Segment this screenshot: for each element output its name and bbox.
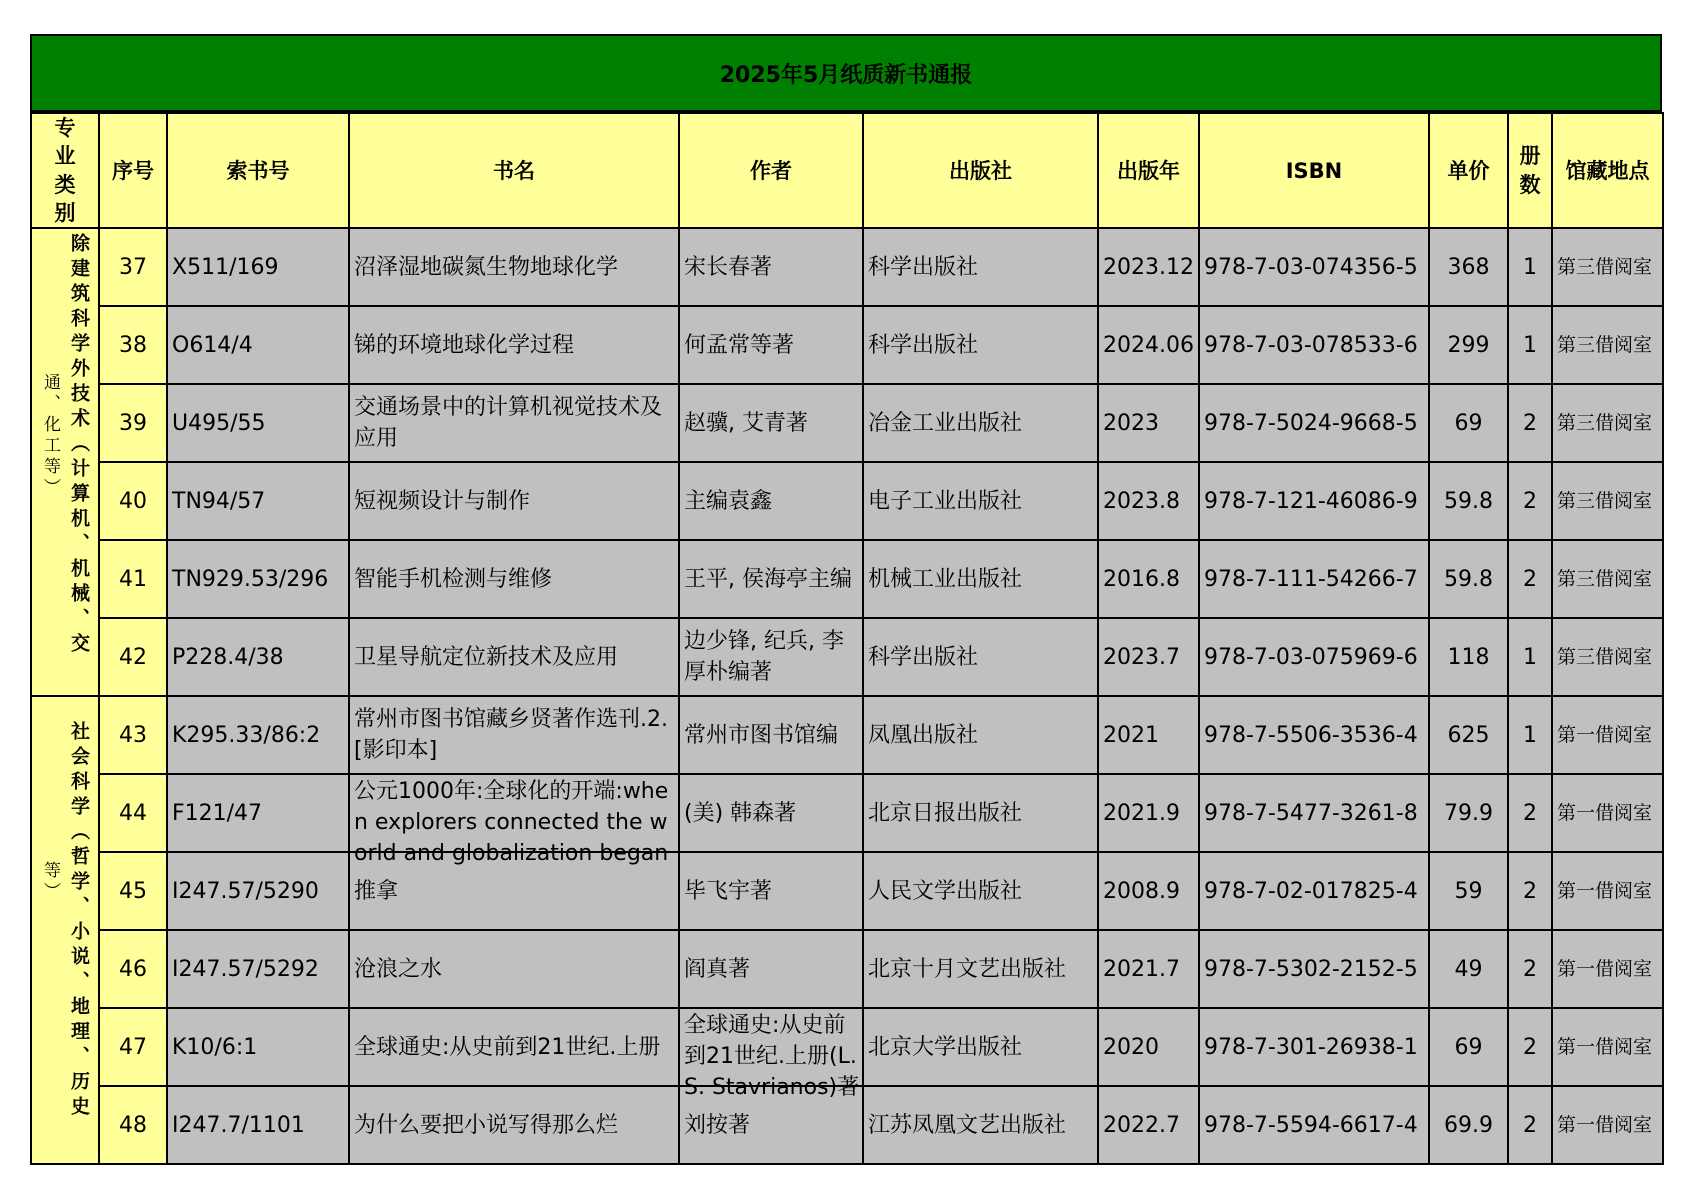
cell-year xyxy=(1098,462,1199,540)
cell-price xyxy=(1429,384,1508,462)
cell-copies xyxy=(1508,462,1552,540)
cell-seq-text: 48 xyxy=(119,1112,147,1138)
cell-price-text: 69 xyxy=(1454,1034,1483,1060)
cell-book-title xyxy=(349,540,679,618)
category-label xyxy=(32,701,98,1159)
cell-location xyxy=(1552,930,1663,1008)
cell-call-no xyxy=(167,1086,349,1164)
cell-isbn xyxy=(1199,1086,1429,1164)
table-row xyxy=(31,540,1663,618)
cell-copies xyxy=(1508,930,1552,1008)
cell-publisher xyxy=(863,540,1098,618)
cell-copies-text: 1 xyxy=(1523,254,1537,280)
cell-location-text: 第三借阅室 xyxy=(1557,256,1653,279)
cell-price xyxy=(1429,1086,1508,1164)
cell-isbn xyxy=(1199,384,1429,462)
cell-isbn-text: 978-7-02-017825-4 xyxy=(1204,878,1418,904)
cell-price-text: 299 xyxy=(1447,332,1490,358)
header-copies: 册数 xyxy=(1508,113,1552,228)
cell-seq-text: 47 xyxy=(119,1034,147,1060)
cell-copies xyxy=(1508,774,1552,852)
cell-book-title-text: 短视频设计与制作 xyxy=(354,488,531,514)
cell-year-text: 2021 xyxy=(1103,722,1159,748)
cell-publisher-text: 北京十月文艺出版社 xyxy=(868,956,1067,982)
header-call-no: 索书号 xyxy=(167,113,349,228)
cell-isbn-text: 978-7-5477-3261-8 xyxy=(1204,800,1418,826)
category-sub-label: 通、化工等） xyxy=(40,373,60,500)
cell-location xyxy=(1552,774,1663,852)
cell-author-text: 阎真著 xyxy=(684,956,751,982)
cell-author xyxy=(679,306,863,384)
cell-author xyxy=(679,1008,863,1101)
cell-year xyxy=(1098,774,1199,852)
cell-book-title-text: 公元1000年:全球化的开端:when explorers connected the world and globalization began xyxy=(354,779,669,867)
cell-copies-text: 1 xyxy=(1523,722,1537,748)
cell-call-no-text: K295.33/86:2 xyxy=(172,722,321,748)
category-main-label: 社会科学（哲学、小说、地理、历史 xyxy=(68,721,90,1122)
header-book-title: 书名 xyxy=(349,113,679,228)
cell-isbn-text: 978-7-5302-2152-5 xyxy=(1204,956,1418,982)
cell-book-title-text: 锑的环境地球化学过程 xyxy=(354,332,575,358)
cell-author xyxy=(679,696,863,774)
cell-isbn xyxy=(1199,306,1429,384)
cell-location xyxy=(1552,228,1663,306)
cell-isbn xyxy=(1199,774,1429,852)
book-list-sheet xyxy=(30,34,1662,1165)
cell-seq xyxy=(99,462,167,540)
cell-location xyxy=(1552,384,1663,462)
cell-location xyxy=(1552,540,1663,618)
table-row xyxy=(31,462,1663,540)
cell-price xyxy=(1429,774,1508,852)
cell-copies xyxy=(1508,540,1552,618)
cell-book-title xyxy=(349,228,679,306)
cell-author-text: 毕飞宇著 xyxy=(684,878,773,904)
cell-isbn xyxy=(1199,540,1429,618)
table-row xyxy=(31,774,1663,852)
cell-publisher xyxy=(863,228,1098,306)
cell-author-text: 边少锋, 纪兵, 李厚朴编著 xyxy=(684,629,844,686)
category-sub-label: 等） xyxy=(40,861,60,904)
cell-price xyxy=(1429,696,1508,774)
cell-author xyxy=(679,384,863,462)
cell-call-no-text: F121/47 xyxy=(172,800,263,826)
cell-call-no-text: I247.57/5290 xyxy=(172,878,319,904)
cell-year xyxy=(1098,618,1199,696)
cell-isbn-text: 978-7-03-074356-5 xyxy=(1204,254,1418,280)
cell-author-text: 赵骥, 艾青著 xyxy=(684,410,808,436)
cell-publisher xyxy=(863,462,1098,540)
category-label xyxy=(32,233,98,691)
header-category: 专业类别 xyxy=(31,113,99,228)
cell-publisher-text: 江苏凤凰文艺出版社 xyxy=(868,1112,1067,1138)
cell-price-text: 69.9 xyxy=(1444,1112,1493,1138)
cell-book-title xyxy=(349,462,679,540)
cell-book-title xyxy=(349,1008,679,1086)
cell-location-text: 第三借阅室 xyxy=(1557,334,1653,357)
cell-book-title xyxy=(349,930,679,1008)
cell-call-no-text: I247.7/1101 xyxy=(172,1112,305,1138)
cell-call-no-text: U495/55 xyxy=(172,410,266,436)
cell-seq-text: 43 xyxy=(119,722,147,748)
cell-call-no xyxy=(167,540,349,618)
cell-year-text: 2023.8 xyxy=(1103,488,1180,514)
cell-year-text: 2008.9 xyxy=(1103,878,1180,904)
cell-location-text: 第一借阅室 xyxy=(1557,1114,1653,1137)
cell-location xyxy=(1552,618,1663,696)
cell-location-text: 第一借阅室 xyxy=(1557,958,1653,981)
cell-year-text: 2023 xyxy=(1103,410,1159,436)
cell-seq-text: 39 xyxy=(119,410,147,436)
cell-price-text: 69 xyxy=(1454,410,1483,436)
cell-seq xyxy=(99,306,167,384)
sheet-title: 2025年5月纸质新书通报 xyxy=(30,34,1662,112)
cell-publisher xyxy=(863,852,1098,930)
cell-price-text: 59.8 xyxy=(1444,488,1493,514)
cell-copies xyxy=(1508,306,1552,384)
cell-seq xyxy=(99,774,167,852)
cell-year xyxy=(1098,852,1199,930)
cell-publisher xyxy=(863,1086,1098,1164)
header-row xyxy=(31,113,1663,228)
cell-book-title-text: 卫星导航定位新技术及应用 xyxy=(354,644,619,670)
cell-author-text: (美) 韩森著 xyxy=(684,800,797,826)
cell-book-title-text: 为什么要把小说写得那么烂 xyxy=(354,1112,619,1138)
cell-call-no xyxy=(167,696,349,774)
cell-seq xyxy=(99,540,167,618)
cell-year xyxy=(1098,930,1199,1008)
cell-year xyxy=(1098,228,1199,306)
cell-publisher xyxy=(863,384,1098,462)
cell-location-text: 第一借阅室 xyxy=(1557,1036,1653,1059)
cell-call-no xyxy=(167,930,349,1008)
cell-book-title xyxy=(349,774,679,867)
cell-price xyxy=(1429,852,1508,930)
cell-author-text: 主编袁鑫 xyxy=(684,488,773,514)
new-books-table xyxy=(30,112,1664,1165)
cell-year xyxy=(1098,1008,1199,1086)
cell-author xyxy=(679,618,863,696)
cell-year-text: 2023.7 xyxy=(1103,644,1180,670)
cell-location-text: 第三借阅室 xyxy=(1557,490,1653,513)
cell-author-text: 宋长春著 xyxy=(684,254,773,280)
cell-location-text: 第一借阅室 xyxy=(1557,724,1653,747)
table-row xyxy=(31,930,1663,1008)
cell-author-text: 王平, 侯海亭主编 xyxy=(684,566,852,592)
cell-publisher xyxy=(863,774,1098,852)
cell-copies-text: 2 xyxy=(1523,410,1537,436)
cell-publisher-text: 科学出版社 xyxy=(868,332,979,358)
header-isbn: ISBN xyxy=(1199,113,1429,228)
cell-location xyxy=(1552,462,1663,540)
cell-author-text: 常州市图书馆编 xyxy=(684,722,839,748)
cell-author xyxy=(679,852,863,930)
cell-book-title xyxy=(349,1086,679,1164)
cell-copies-text: 2 xyxy=(1523,1034,1537,1060)
cell-book-title-text: 推拿 xyxy=(354,878,399,904)
cell-call-no xyxy=(167,306,349,384)
cell-book-title xyxy=(349,384,679,462)
cell-price xyxy=(1429,306,1508,384)
cell-seq-text: 40 xyxy=(119,488,147,514)
cell-price-text: 59 xyxy=(1454,878,1483,904)
cell-author xyxy=(679,930,863,1008)
cell-book-title xyxy=(349,696,679,774)
cell-year xyxy=(1098,384,1199,462)
cell-seq-text: 42 xyxy=(119,644,147,670)
cell-book-title xyxy=(349,306,679,384)
cell-seq xyxy=(99,228,167,306)
cell-book-title-text: 智能手机检测与维修 xyxy=(354,566,553,592)
cell-call-no xyxy=(167,852,349,930)
cell-author xyxy=(679,774,863,852)
cell-isbn xyxy=(1199,930,1429,1008)
cell-seq-text: 44 xyxy=(119,800,147,826)
cell-isbn xyxy=(1199,228,1429,306)
cell-isbn xyxy=(1199,852,1429,930)
cell-isbn xyxy=(1199,618,1429,696)
cell-publisher-text: 凤凰出版社 xyxy=(868,722,979,748)
cell-price xyxy=(1429,228,1508,306)
cell-book-title-text: 沧浪之水 xyxy=(354,956,443,982)
cell-copies-text: 2 xyxy=(1523,800,1537,826)
cell-copies-text: 2 xyxy=(1523,488,1537,514)
header-location: 馆藏地点 xyxy=(1552,113,1663,228)
cell-call-no-text: K10/6:1 xyxy=(172,1034,258,1060)
cell-copies-text: 2 xyxy=(1523,566,1537,592)
cell-year-text: 2023.12 xyxy=(1103,254,1194,280)
cell-seq-text: 46 xyxy=(119,956,147,982)
cell-publisher-text: 北京大学出版社 xyxy=(868,1034,1023,1060)
cell-year-text: 2016.8 xyxy=(1103,566,1180,592)
cell-price-text: 59.8 xyxy=(1444,566,1493,592)
cell-call-no xyxy=(167,462,349,540)
cell-copies xyxy=(1508,1008,1552,1086)
table-body xyxy=(31,228,1663,1164)
cell-copies xyxy=(1508,228,1552,306)
cell-price-text: 79.9 xyxy=(1444,800,1493,826)
cell-copies-text: 1 xyxy=(1523,332,1537,358)
cell-year xyxy=(1098,540,1199,618)
cell-call-no-text: TN929.53/296 xyxy=(172,566,329,592)
cell-call-no xyxy=(167,618,349,696)
cell-seq xyxy=(99,696,167,774)
cell-year-text: 2022.7 xyxy=(1103,1112,1180,1138)
cell-publisher-text: 科学出版社 xyxy=(868,254,979,280)
cell-publisher-text: 人民文学出版社 xyxy=(868,878,1023,904)
cell-price-text: 118 xyxy=(1447,644,1490,670)
cell-call-no xyxy=(167,1008,349,1086)
cell-year xyxy=(1098,1086,1199,1164)
header-publisher: 出版社 xyxy=(863,113,1098,228)
cell-isbn-text: 978-7-03-075969-6 xyxy=(1204,644,1418,670)
cell-call-no-text: I247.57/5292 xyxy=(172,956,319,982)
table-row xyxy=(31,306,1663,384)
cell-copies xyxy=(1508,384,1552,462)
cell-author-text: 全球通史:从史前到21世纪.上册(L. S. Stavrianos)著 xyxy=(684,1013,860,1101)
cell-price-text: 49 xyxy=(1454,956,1483,982)
cell-book-title-text: 沼泽湿地碳氮生物地球化学 xyxy=(354,254,619,280)
cell-location-text: 第一借阅室 xyxy=(1557,802,1653,825)
cell-book-title xyxy=(349,618,679,696)
cell-isbn-text: 978-7-121-46086-9 xyxy=(1204,488,1418,514)
cell-seq xyxy=(99,930,167,1008)
cell-publisher xyxy=(863,1008,1098,1086)
cell-isbn-text: 978-7-111-54266-7 xyxy=(1204,566,1418,592)
cell-seq xyxy=(99,852,167,930)
category-main-label: 除建筑科学外技术（计算机、机械、交 xyxy=(68,233,90,659)
cell-location-text: 第三借阅室 xyxy=(1557,568,1653,591)
cell-price xyxy=(1429,930,1508,1008)
cell-year-text: 2020 xyxy=(1103,1034,1159,1060)
cell-copies-text: 2 xyxy=(1523,1112,1537,1138)
table-row xyxy=(31,618,1663,696)
cell-author-text: 何孟常等著 xyxy=(684,332,795,358)
table-row xyxy=(31,1008,1663,1086)
cell-publisher xyxy=(863,930,1098,1008)
cell-publisher-text: 科学出版社 xyxy=(868,644,979,670)
cell-seq-text: 41 xyxy=(119,566,147,592)
cell-book-title-text: 常州市图书馆藏乡贤著作选刊.2.[影印本] xyxy=(354,707,668,764)
cell-copies xyxy=(1508,1086,1552,1164)
cell-seq-text: 38 xyxy=(119,332,147,358)
cell-year-text: 2021.9 xyxy=(1103,800,1180,826)
cell-copies xyxy=(1508,696,1552,774)
cell-isbn-text: 978-7-5506-3536-4 xyxy=(1204,722,1418,748)
cell-isbn xyxy=(1199,462,1429,540)
cell-location xyxy=(1552,1086,1663,1164)
cell-author xyxy=(679,462,863,540)
header-author: 作者 xyxy=(679,113,863,228)
cell-book-title-text: 全球通史:从史前到21世纪.上册 xyxy=(354,1034,661,1060)
cell-location xyxy=(1552,852,1663,930)
cell-seq xyxy=(99,384,167,462)
category-cell xyxy=(31,228,99,696)
cell-copies xyxy=(1508,618,1552,696)
cell-publisher-text: 机械工业出版社 xyxy=(868,566,1023,592)
cell-call-no-text: X511/169 xyxy=(172,254,279,280)
cell-copies-text: 1 xyxy=(1523,644,1537,670)
cell-publisher xyxy=(863,618,1098,696)
cell-publisher-text: 北京日报出版社 xyxy=(868,800,1023,826)
cell-call-no xyxy=(167,228,349,306)
cell-call-no-text: O614/4 xyxy=(172,332,253,358)
cell-location xyxy=(1552,696,1663,774)
cell-isbn-text: 978-7-301-26938-1 xyxy=(1204,1034,1418,1060)
cell-location xyxy=(1552,306,1663,384)
cell-location-text: 第三借阅室 xyxy=(1557,412,1653,435)
cell-seq xyxy=(99,1008,167,1086)
cell-author xyxy=(679,228,863,306)
table-row xyxy=(31,384,1663,462)
cell-year xyxy=(1098,306,1199,384)
cell-call-no-text: P228.4/38 xyxy=(172,644,284,670)
cell-location-text: 第三借阅室 xyxy=(1557,646,1653,669)
header-seq: 序号 xyxy=(99,113,167,228)
cell-isbn-text: 978-7-03-078533-6 xyxy=(1204,332,1418,358)
cell-price xyxy=(1429,462,1508,540)
cell-call-no-text: TN94/57 xyxy=(172,488,266,514)
cell-price xyxy=(1429,540,1508,618)
cell-price-text: 625 xyxy=(1447,722,1490,748)
table-row xyxy=(31,852,1663,930)
cell-price-text: 368 xyxy=(1447,254,1490,280)
cell-price xyxy=(1429,618,1508,696)
cell-publisher xyxy=(863,696,1098,774)
cell-price xyxy=(1429,1008,1508,1086)
cell-publisher xyxy=(863,306,1098,384)
cell-year-text: 2021.7 xyxy=(1103,956,1180,982)
cell-seq xyxy=(99,1086,167,1164)
cell-location-text: 第一借阅室 xyxy=(1557,880,1653,903)
cell-isbn-text: 978-7-5024-9668-5 xyxy=(1204,410,1418,436)
cell-book-title-text: 交通场景中的计算机视觉技术及应用 xyxy=(354,395,663,452)
cell-seq-text: 45 xyxy=(119,878,147,904)
cell-copies-text: 2 xyxy=(1523,878,1537,904)
cell-copies xyxy=(1508,852,1552,930)
cell-year xyxy=(1098,696,1199,774)
cell-call-no xyxy=(167,774,349,852)
cell-seq-text: 37 xyxy=(119,254,147,280)
cell-location xyxy=(1552,1008,1663,1086)
cell-copies-text: 2 xyxy=(1523,956,1537,982)
category-cell xyxy=(31,696,99,1164)
cell-author xyxy=(679,540,863,618)
cell-year-text: 2024.06 xyxy=(1103,332,1194,358)
cell-isbn xyxy=(1199,1008,1429,1086)
cell-call-no xyxy=(167,384,349,462)
table-row xyxy=(31,228,1663,306)
cell-publisher-text: 冶金工业出版社 xyxy=(868,410,1023,436)
table-row xyxy=(31,696,1663,774)
cell-isbn xyxy=(1199,696,1429,774)
cell-seq xyxy=(99,618,167,696)
cell-publisher-text: 电子工业出版社 xyxy=(868,488,1023,514)
header-year: 出版年 xyxy=(1098,113,1199,228)
cell-author-text: 刘按著 xyxy=(684,1112,751,1138)
header-price: 单价 xyxy=(1429,113,1508,228)
cell-isbn-text: 978-7-5594-6617-4 xyxy=(1204,1112,1418,1138)
